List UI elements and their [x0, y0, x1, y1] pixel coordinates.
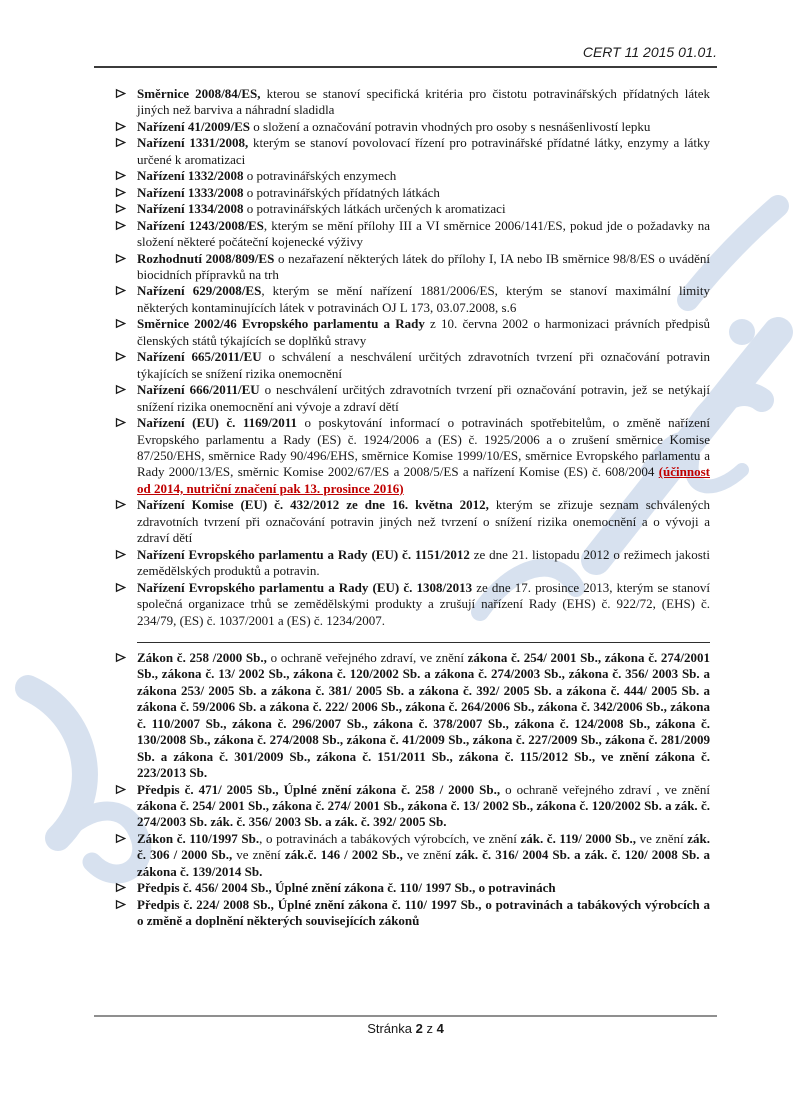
- arrow-bullet-icon: [115, 497, 137, 513]
- text-segment: ve znění: [232, 847, 285, 863]
- text-segment: Směrnice 2008/84/ES,: [137, 86, 261, 101]
- text-segment: kterým se zřizuje seznam schválených zdravotních tvrzení při označování potravin jiných než tvrzení o snížení rizika onemocnění a o vývoji a zdraví dětí: [137, 497, 711, 546]
- text-segment: Nařízení 1331/2008,: [137, 135, 249, 151]
- header-rule: [94, 66, 717, 68]
- arrow-bullet-icon: [115, 547, 137, 563]
- page-number-segment: 4: [436, 1021, 444, 1036]
- text-segment: Zákon č. 258 /2000 Sb.,: [137, 649, 267, 665]
- list-item: [115, 349, 710, 382]
- list-item: [115, 283, 710, 316]
- arrow-bullet-icon: [115, 86, 137, 102]
- text-segment: Nařízení 1243/2008/ES: [137, 217, 264, 233]
- red-effective-date-note: (účinnost od 2014, nutriční značení pak 13. prosince 2016): [137, 464, 710, 496]
- footer-rule: [94, 1015, 717, 1017]
- arrow-bullet-icon: [115, 382, 137, 398]
- text-segment: ve znění: [636, 830, 688, 846]
- section-divider: [137, 642, 710, 643]
- list-item: [115, 201, 710, 217]
- text-segment: zák.č. 146 / 2002 Sb.,: [284, 847, 403, 863]
- arrow-bullet-icon: [115, 201, 137, 217]
- page-number-segment: z: [422, 1021, 437, 1036]
- text-segment: zák. č. 306 / 2000 Sb.,: [137, 830, 710, 863]
- section-czech-legislation: [115, 650, 710, 930]
- list-item: [115, 316, 710, 349]
- list-item: [115, 415, 710, 497]
- list-item: [115, 218, 710, 251]
- arrow-bullet-icon: [115, 831, 137, 847]
- text-segment: z 10. června 2002 o harmonizaci právních předpisů členských států týkajících se doplňků stravy: [137, 316, 711, 348]
- arrow-bullet-icon: [115, 580, 137, 596]
- arrow-bullet-icon: [115, 185, 137, 201]
- list-item: [115, 251, 710, 284]
- text-segment: kterým se stanoví povolovací řízení pro potravinářské přídatné látky, enzymy a látky určené k aromatizaci: [137, 135, 710, 167]
- text-segment: Nařízení Evropského parlamentu a Rady (EU) č. 1151/2012: [137, 546, 470, 562]
- text-segment: Nařízení 1334/2008: [137, 201, 244, 217]
- list-item: [115, 782, 710, 831]
- header-title: CERT 11 2015 01.01.: [582, 44, 717, 60]
- text-segment: , kterým se mění nařízení 1881/2006/ES, kterým se stanoví maximální limity některých kontaminujících látek v potravinách OJ L 173, 03.07.2008, s.6: [137, 283, 711, 315]
- arrow-bullet-icon: [115, 880, 137, 896]
- list-item: [115, 382, 710, 415]
- list-item: [115, 185, 710, 201]
- list-item: [115, 831, 710, 880]
- arrow-bullet-icon: [115, 119, 137, 135]
- list-item: [115, 650, 710, 782]
- text-segment: Nařízení (EU) č. 1169/2011: [137, 415, 298, 431]
- text-segment: zákona č. 254/ 2001 Sb., zákona č. 274/ 2001 Sb., zákona č. 13/ 2002 Sb., zákona č. 120/2002 Sb. a zák. č. 274/2003 Sb. zák. č. 356/ 2003 Sb. a zák. č. 392/ 2005 Sb.: [137, 798, 710, 830]
- text-segment: o potravinářských enzymech: [243, 168, 397, 184]
- page-number: [94, 1021, 717, 1036]
- text-segment: Směrnice 2002/46 Evropského parlamentu a Rady: [137, 316, 425, 332]
- text-segment: o ochraně veřejného zdraví , ve znění: [500, 781, 710, 797]
- page-number-segment: Stránka: [367, 1021, 416, 1036]
- text-segment: o schválení a neschválení určitých zdravotních tvrzení při označování potravin týkajících se snížení rizika onemocnění: [137, 349, 711, 381]
- text-segment: Zákon č. 110/1997 Sb.: [137, 830, 260, 846]
- text-segment: Nařízení 41/2009/ES: [137, 118, 251, 134]
- arrow-bullet-icon: [115, 415, 137, 431]
- list-item: [115, 135, 710, 168]
- text-segment: zák. č. 316/ 2004 Sb. a zák. č. 120/ 2008 Sb. a zákona č. 139/2014 Sb.: [137, 847, 711, 879]
- arrow-bullet-icon: [115, 135, 137, 151]
- text-segment: o potravinářských látkách určených k aromatizaci: [243, 201, 506, 217]
- text-segment: o ochraně veřejného zdraví, ve znění: [266, 649, 468, 665]
- text-segment: , o potravinách a tabákových výrobcích, ve znění: [259, 830, 521, 846]
- page-number-segment: 2: [415, 1021, 423, 1036]
- text-segment: ze dne 21. listopadu 2012 o režimech jakosti zemědělských produktů a potravin.: [137, 546, 710, 579]
- text-segment: o složení a označování potravin vhodných pro osoby s nesnášenlivostí lepku: [250, 118, 651, 134]
- list-item: [115, 86, 710, 119]
- text-segment: o nezařazení některých látek do přílohy I, IA nebo IB směrnice 98/8/ES o uvádění biocidních přípravků na trh: [137, 250, 710, 282]
- text-segment: o neschválení určitých zdravotních tvrzení při označování potravin, jež se netýkají snížení rizika onemocnění ani vývoje a zdraví dětí: [137, 382, 711, 414]
- text-segment: zákona č. 254/ 2001 Sb., zákona č. 274/2001 Sb., zákona č. 13/ 2002 Sb., zákona č. 120/2002 Sb. a zákona č. 274/2003 Sb., zákona č. 356/ 2003 Sb. a zákona 253/ 2005 Sb. a zákona č. 381/ 2005 Sb. a zákona č. 392/ 2005 Sb. a zákona č. 444/ 2005 Sb. a zákona č. 59/2006 Sb. a zákona č. 222/ 2006 Sb., zákona č. 264/2006 Sb., zákona č. 342/2006 Sb., zákona č. 110/2007 Sb., zákona č. 296/2007 Sb., zákona č. 378/2007 Sb., zákona č. 124/2008 Sb., zákona č. 130/2008 Sb., zákona č. 274/2008 Sb., zákona č. 41/2009 Sb., zákona č. 227/2009 Sb., zákona č. 281/2009 Sb. a zákona č. 301/2009 Sb., zákona č. 151/2011 Sb., zákona č. 115/2012 Sb., ve znění zákona č. 223/2013 Sb.: [137, 649, 711, 781]
- regulation-list: [115, 86, 710, 930]
- arrow-bullet-icon: [115, 782, 137, 798]
- arrow-bullet-icon: [115, 251, 137, 267]
- text-segment: Rozhodnutí 2008/809/ES: [137, 250, 275, 266]
- list-item: [115, 880, 710, 896]
- text-segment: Nařízení Evropského parlamentu a Rady (EU) č. 1308/2013: [137, 579, 473, 595]
- text-segment: Nařízení 665/2011/EU: [137, 349, 262, 365]
- text-segment: o potravinářských přídatných látkách: [243, 184, 440, 200]
- text-segment: Nařízení 629/2008/ES: [137, 283, 262, 299]
- arrow-bullet-icon: [115, 218, 137, 234]
- text-segment: Nařízení 666/2011/EU: [137, 382, 260, 398]
- list-item: [115, 580, 710, 629]
- arrow-bullet-icon: [115, 897, 137, 913]
- text-segment: Předpis č. 471/ 2005 Sb., Úplné znění zákona č. 258 / 2000 Sb.,: [137, 781, 501, 797]
- text-segment: o poskytování informací o potravinách spotřebitelům, o změně nařízení Evropského parlamentu a Rady (ES) č. 1924/2006 a (ES) č. 1925/2006 a o zrušení směrnice Komise 87/250/EHS, směrnice Rady 90/496/EHS, směrnice Komise 1999/10/ES, směrnice Evropského parlamentu a Rady 2000/13/ES, směrnic Komise 2002/67/ES a 2008/5/ES a nařízení Komise (ES) č. 608/2004: [137, 415, 710, 480]
- text-segment: Předpis č. 456/ 2004 Sb., Úplné znění zákona č. 110/ 1997 Sb., o potravinách: [137, 880, 556, 896]
- text-segment: Předpis č. 224/ 2008 Sb., Úplné znění zákona č. 110/ 1997 Sb., o potravinách a tabákových výrobcích a o změně a doplnění některých souvisejících zákonů: [137, 896, 710, 929]
- arrow-bullet-icon: [115, 283, 137, 299]
- arrow-bullet-icon: [115, 349, 137, 365]
- list-item: [115, 168, 710, 184]
- arrow-bullet-icon: [115, 168, 137, 184]
- text-segment: Nařízení 1333/2008: [137, 184, 244, 200]
- arrow-bullet-icon: [115, 316, 137, 332]
- list-item: [115, 547, 710, 580]
- text-segment: zák. č. 119/ 2000 Sb.,: [520, 830, 636, 846]
- text-segment: Nařízení 1332/2008: [137, 168, 244, 184]
- list-item: [115, 897, 710, 930]
- section-eu-legislation: [115, 86, 710, 629]
- text-segment: ze dne 17. prosince 2013, kterým se stanoví společná organizace trhů se zemědělskými produkty a zrušují nařízení Rady (EHS) č. 922/72, (EHS) č. 234/79, (ES) č. 1037/2001 a (ES) č. 1234/2007.: [137, 579, 710, 628]
- list-item: [115, 497, 710, 546]
- arrow-bullet-icon: [115, 650, 137, 666]
- text-segment: Nařízení Komise (EU) č. 432/2012 ze dne 16. května 2012,: [137, 497, 489, 513]
- text-segment: ve znění: [402, 847, 456, 863]
- text-segment: kterou se stanoví specifická kritéria pro čistotu potravinářských přídatných látek jiných než barviva a náhradní sladidla: [137, 86, 710, 118]
- list-item: [115, 119, 710, 135]
- text-segment: , kterým se mění přílohy III a VI směrnice 2006/141/ES, pokud jde o požadavky na složení některé počáteční kojenecké výživy: [137, 217, 711, 250]
